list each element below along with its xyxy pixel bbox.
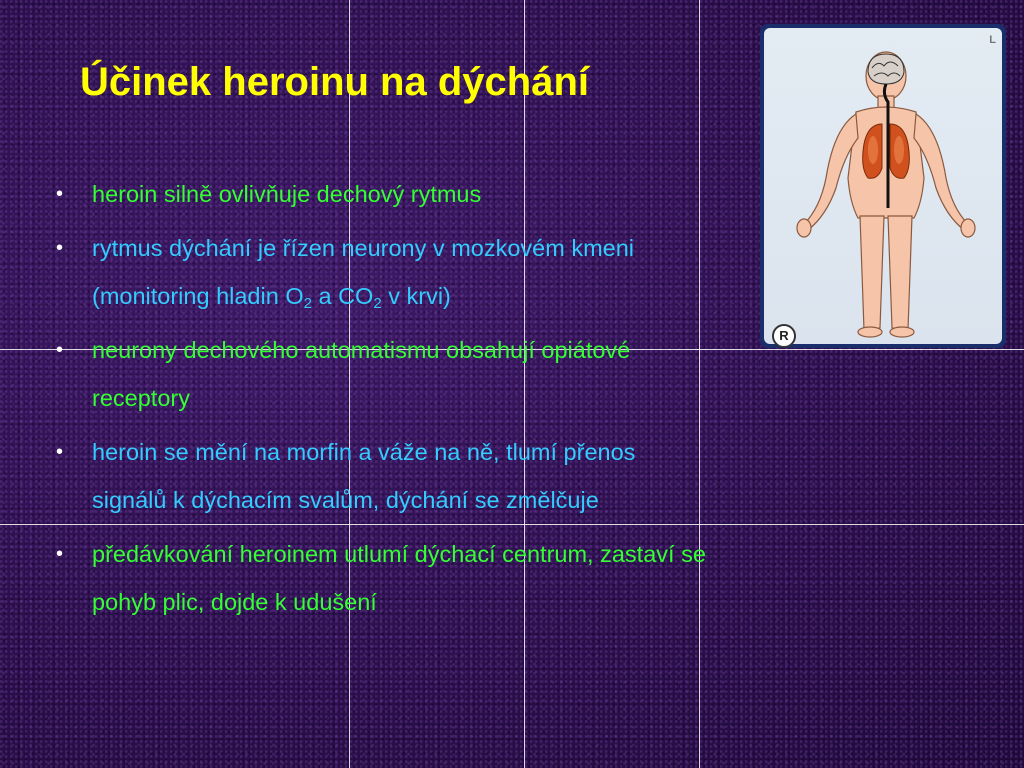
subscript: 2 (373, 295, 382, 312)
anatomy-figure (760, 24, 1006, 348)
bullet-dot: • (56, 237, 64, 259)
bullet-text-part: a CO (311, 283, 374, 309)
bullet-item (56, 224, 716, 320)
bullet-text-part: rytmus dýchání je řízen neurony v mozkovém kmeni (monitoring hladin O (92, 235, 635, 309)
subscript: 2 (303, 295, 312, 312)
bullet-text: heroin silně ovlivňuje dechový rytmus (92, 181, 482, 207)
left-side-marker: L (989, 34, 996, 46)
bullet-text: předávkování heroinem utlumí dýchací centrum, zastaví se pohyb plic, dojde k udušení (92, 541, 706, 615)
bullet-item (56, 428, 716, 524)
bullet-dot: • (56, 183, 64, 205)
bullet-text-part: v krvi) (381, 283, 451, 309)
bullet-text: heroin se mění na morfin a váže na ně, tlumí přenos signálů k dýchacím svalům, dýchání se změlčuje (92, 439, 636, 513)
brain-icon (868, 54, 904, 84)
anatomy-figure-panel (764, 28, 1002, 344)
bullet-dot: • (56, 441, 64, 463)
bullet-item (56, 530, 716, 626)
right-side-badge: R (772, 324, 796, 348)
bullet-dot: • (56, 543, 64, 565)
bullet-item (56, 170, 716, 218)
bullet-item (56, 326, 716, 422)
slide-title: Účinek heroinu na dýchání (80, 60, 590, 104)
bullet-text: neurony dechového automatismu obsahují opiátové receptory (92, 337, 631, 411)
human-body-icon (764, 28, 1002, 344)
bullet-dot: • (56, 339, 64, 361)
bullet-list (56, 170, 716, 632)
bullet-text (92, 235, 635, 312)
